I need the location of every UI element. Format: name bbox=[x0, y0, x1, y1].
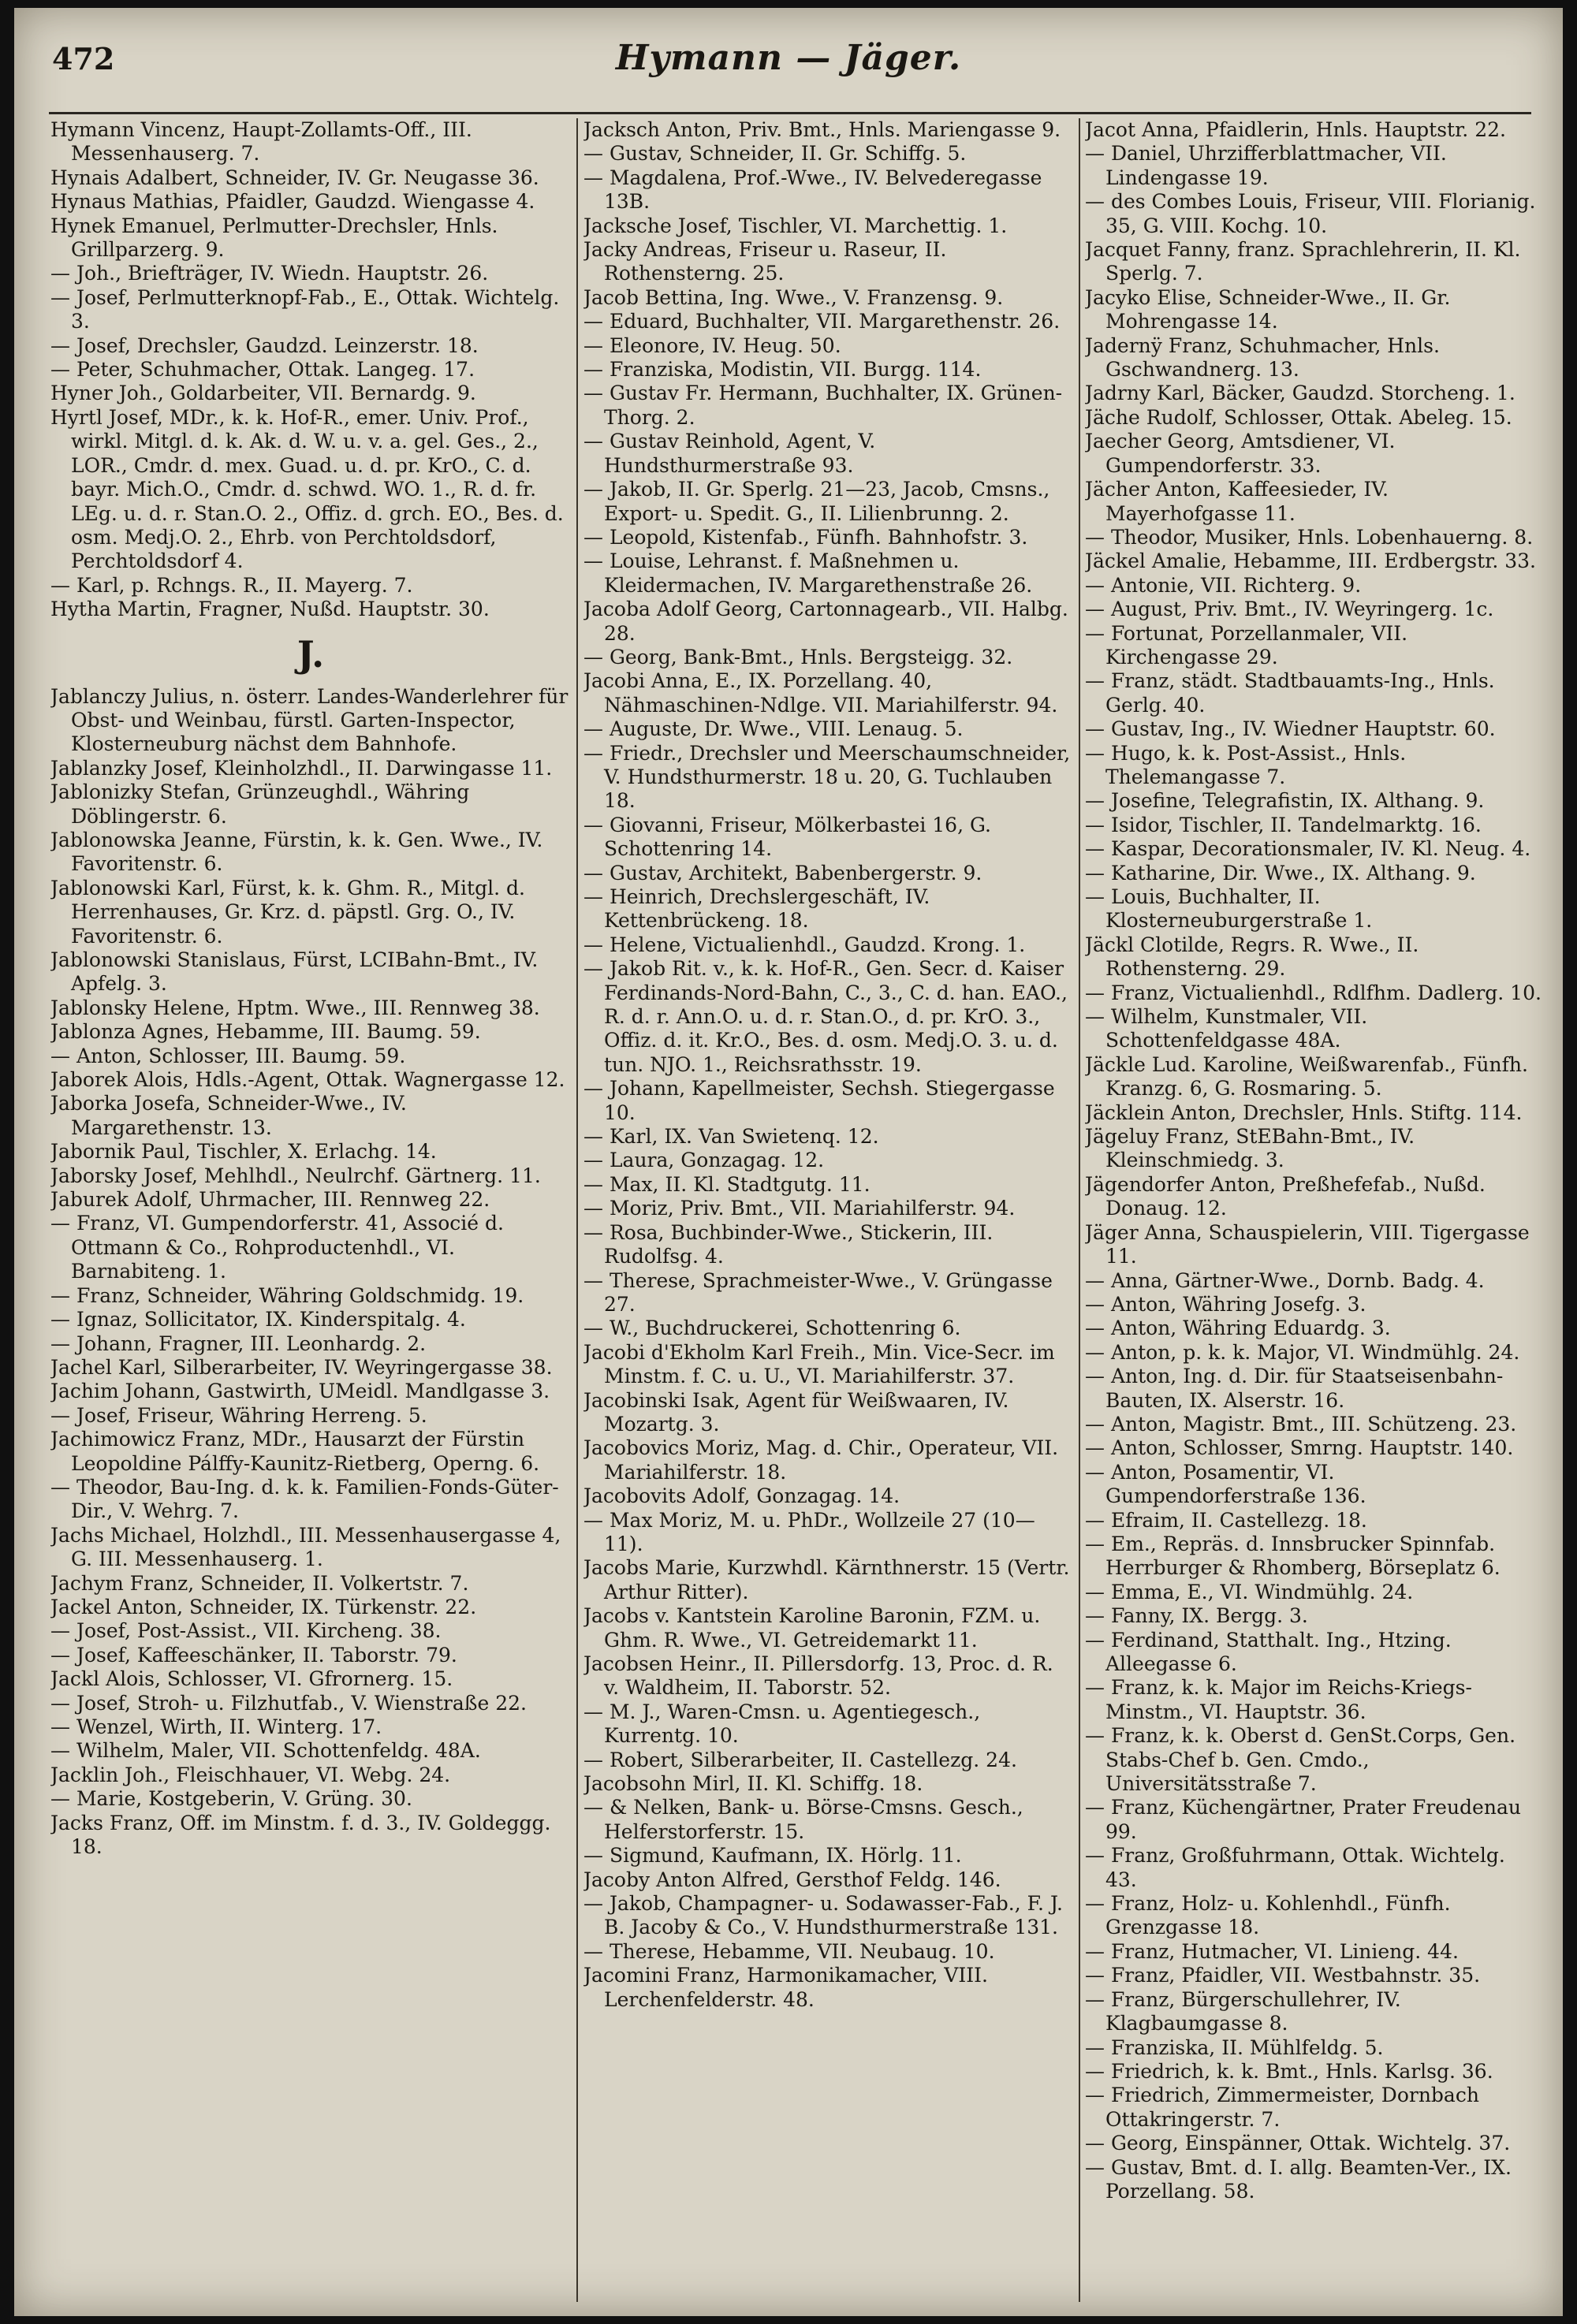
directory-entry: Jablonza Agnes, Hebamme, III. Baumg. 59. bbox=[50, 1020, 481, 1044]
directory-entry: — Josef, Perlmutterknopf-Fab., E., Ottak. Wichtelg. 3. bbox=[50, 285, 560, 333]
directory-entry: Jaburek Adolf, Uhrmacher, III. Rennweg 22. bbox=[50, 1188, 490, 1212]
directory-entry: Jacobi Anna, E., IX. Porzellang. 40, Nähmaschinen-Ndlge. VII. Mariahilferstr. 94. bbox=[583, 669, 1058, 717]
directory-entry: — Josef, Drechsler, Gaudzd. Leinzerstr. 18. bbox=[50, 333, 479, 357]
directory-entry: — Heinrich, Drechslergeschäft, IV. Kettenbrückeng. 18. bbox=[583, 885, 930, 933]
directory-entry: — Gustav Fr. Hermann, Buchhalter, IX. Grünen-Thorg. 2. bbox=[583, 382, 1063, 429]
directory-entry: — Josef, Kaffeeschänker, II. Taborstr. 79. bbox=[50, 1643, 457, 1667]
directory-entry: — Joh., Briefträger, IV. Wiedn. Hauptstr. 26. bbox=[50, 262, 489, 285]
column-divider-1 bbox=[576, 118, 578, 2302]
directory-entry: Jacks Franz, Off. im Minstm. f. d. 3., IV. Goldeggg. 18. bbox=[50, 1811, 551, 1859]
directory-entry: — Jakob, II. Gr. Sperlg. 21—23, Jacob, Cmsns., Export- u. Spedit. G., II. Lilienbrunng. 2. bbox=[583, 478, 1050, 525]
directory-entry: — Giovanni, Friseur, Mölkerbastei 16, G. Schottenring 14. bbox=[583, 813, 991, 861]
directory-entry: — Max, II. Kl. Stadtgutg. 11. bbox=[583, 1172, 871, 1196]
directory-entry: — Theodor, Musiker, Hnls. Lobenhauerng. 8. bbox=[1085, 525, 1534, 549]
directory-entry: — Wenzel, Wirth, II. Winterg. 17. bbox=[50, 1715, 382, 1738]
directory-entry: — Gustav, Ing., IV. Wiedner Hauptstr. 60. bbox=[1085, 717, 1496, 741]
section-letter-heading: J. bbox=[296, 632, 325, 676]
directory-entry: Jäckle Lud. Karoline, Weißwarenfab., Fünfh. Kranzg. 6, G. Rosmaring. 5. bbox=[1085, 1052, 1528, 1101]
directory-entry: — Jakob, Champagner- u. Sodawasser-Fab., F. J. B. Jacoby & Co., V. Hundsthurmerstraße 131. bbox=[583, 1892, 1063, 1939]
directory-entry: — Antonie, VII. Richterg. 9. bbox=[1085, 573, 1362, 597]
directory-entry: — Leopold, Kistenfab., Fünfh. Bahnhofstr. 3. bbox=[583, 525, 1028, 549]
directory-entry: Jablanczy Julius, n. österr. Landes-Wanderlehrer für Obst- und Weinbau, fürstl. Garten-Inspector, Klosterneuburg nächst dem Bahnhofe. bbox=[50, 684, 569, 756]
directory-entry: Jablonowski Stanislaus, Fürst, LCIBahn-Bmt., IV. Apfelg. 3. bbox=[50, 948, 539, 996]
directory-entry: — Anton, p. k. k. Major, VI. Windmühlg. 24. bbox=[1085, 1340, 1520, 1364]
page-header bbox=[14, 32, 1563, 87]
directory-entry: — Peter, Schuhmacher, Ottak. Langeg. 17. bbox=[50, 358, 475, 382]
directory-entry: — Fortunat, Porzellanmaler, VII. Kirchengasse 29. bbox=[1085, 621, 1408, 669]
directory-entry: — Wilhelm, Kunstmaler, VII. Schottenfeldgasse 48A. bbox=[1085, 1005, 1368, 1052]
directory-entry: — Ignaz, Sollicitator, IX. Kinderspitalg. 4. bbox=[50, 1308, 466, 1331]
directory-entry: — Laura, Gonzagag. 12. bbox=[583, 1149, 825, 1172]
directory-entry: Jacquet Fanny, franz. Sprachlehrerin, II. Kl. Sperlg. 7. bbox=[1085, 238, 1521, 285]
column-2 bbox=[583, 118, 1072, 2294]
directory-entry: — Anton, Magistr. Bmt., III. Schützeng. 23. bbox=[1085, 1412, 1517, 1436]
directory-entry: Jablonsky Helene, Hptm. Wwe., III. Rennweg 38. bbox=[50, 996, 540, 1019]
directory-entry: Hyrtl Josef, MDr., k. k. Hof-R., emer. Univ. Prof., wirkl. Mitgl. d. k. Ak. d. W. u. v. a. gel. Ges., 2., LOR., Cmdr. d. mex. Guad. u. d. pr. KrO., C. d. bayr. Mich.O., Cmdr. d. schwd. WO. 1., R. d. fr. LEg. u. d. r. Stan.O. 2., Offiz. d. grch. EO., Bes. d. osm. Medj.O. 2., Ehrb. von Perchtoldsdorf, Perchtoldsdorf 4. bbox=[50, 405, 564, 573]
directory-entry: — Franz, Großfuhrmann, Ottak. Wichtelg. 43. bbox=[1085, 1844, 1505, 1891]
directory-entry: — Johann, Fragner, III. Leonhardg. 2. bbox=[50, 1331, 427, 1355]
directory-entry: — Magdalena, Prof.-Wwe., IV. Belvederegasse 13B. bbox=[583, 166, 1042, 214]
directory-entry: — Efraim, II. Castellezg. 18. bbox=[1085, 1508, 1367, 1532]
directory-entry: — Franz, Pfaidler, VII. Westbahnstr. 35. bbox=[1085, 1964, 1481, 1987]
directory-entry: — Gustav Reinhold, Agent, V. Hundsthurmerstraße 93. bbox=[583, 430, 876, 477]
directory-entry: — Sigmund, Kaufmann, IX. Hörlg. 11. bbox=[583, 1844, 962, 1868]
directory-entry: — Gustav, Bmt. d. I. allg. Beamten-Ver., IX. Porzellang. 58. bbox=[1085, 2155, 1512, 2203]
directory-entry: — Gustav, Architekt, Babenbergerstr. 9. bbox=[583, 861, 982, 885]
directory-entry: — Anton, Posamentir, VI. Gumpendorferstraße 136. bbox=[1085, 1460, 1366, 1508]
directory-entry: Jackel Anton, Schneider, IX. Türkenstr. 22. bbox=[50, 1595, 477, 1618]
directory-entry: — Friedrich, Zimmermeister, Dornbach Ottakringerstr. 7. bbox=[1085, 2084, 1479, 2131]
directory-entry: Jaecher Georg, Amtsdiener, VI. Gumpendorferstr. 33. bbox=[1085, 430, 1396, 477]
directory-entry: Hynais Adalbert, Schneider, IV. Gr. Neugasse 36. bbox=[50, 166, 539, 189]
directory-entry: — Anton, Ing. d. Dir. für Staatseisenbahn-Bauten, IX. Alserstr. 16. bbox=[1085, 1365, 1504, 1412]
directory-entry: — Em., Repräs. d. Innsbrucker Spinnfab. Herrburger & Rhomberg, Börseplatz 6. bbox=[1085, 1532, 1501, 1580]
directory-entry: Jacobovits Adolf, Gonzagag. 14. bbox=[583, 1484, 900, 1508]
directory-entry: — Georg, Bank-Bmt., Hnls. Bergsteigg. 32. bbox=[583, 645, 1013, 669]
directory-entry: Hymann Vincenz, Haupt-Zollamts-Off., III. Messenhauserg. 7. bbox=[50, 118, 472, 166]
directory-entry: — Franz, städt. Stadtbauamts-Ing., Hnls. Gerlg. 40. bbox=[1085, 669, 1495, 717]
directory-entry: — Josef, Stroh- u. Filzhutfab., V. Wienstraße 22. bbox=[50, 1691, 527, 1715]
directory-entry: — Josef, Post-Assist., VII. Kircheng. 38. bbox=[50, 1619, 442, 1643]
column-3-entries bbox=[1085, 118, 1542, 2203]
column-1 bbox=[50, 118, 571, 2294]
directory-entry: — Eduard, Buchhalter, VII. Margarethenstr. 26. bbox=[583, 310, 1061, 333]
directory-entry: — Max Moriz, M. u. PhDr., Wollzeile 27 (10—11). bbox=[583, 1508, 1035, 1555]
directory-entry: — Hugo, k. k. Post-Assist., Hnls. Thelemangasse 7. bbox=[1085, 741, 1407, 788]
directory-entry: Jacot Anna, Pfaidlerin, Hnls. Hauptstr. 22. bbox=[1085, 118, 1506, 141]
directory-entry: — Franz, k. k. Major im Reichs-Kriegs-Minstm., VI. Hauptstr. 36. bbox=[1085, 1676, 1472, 1723]
directory-entry: Jacky Andreas, Friseur u. Raseur, II. Rothensterng. 25. bbox=[583, 238, 947, 285]
directory-entry: — Marie, Kostgeberin, V. Grüng. 30. bbox=[50, 1787, 412, 1811]
directory-entry: Jächer Anton, Kaffeesieder, IV. Mayerhofgasse 11. bbox=[1085, 478, 1389, 525]
directory-entry: Hynaus Mathias, Pfaidler, Gaudzd. Wiengasse 4. bbox=[50, 190, 535, 214]
directory-entry: — Karl, IX. Van Swietenq. 12. bbox=[583, 1125, 879, 1149]
directory-entry: — Franz, Hutmacher, VI. Linieng. 44. bbox=[1085, 1939, 1459, 1963]
directory-entry: Jäger Anna, Schauspielerin, VIII. Tigergasse 11. bbox=[1085, 1220, 1530, 1268]
directory-entry: Jäckel Amalie, Hebamme, III. Erdbergstr. 33. bbox=[1085, 549, 1536, 573]
directory-entry: Jägendorfer Anton, Preßhefefab., Nußd. Donaug. 12. bbox=[1085, 1172, 1486, 1220]
directory-entry: Jablonowski Karl, Fürst, k. k. Ghm. R., Mitgl. d. Herrenhauses, Gr. Krz. d. päpstl. Grg. O., IV. Favoritenstr. 6. bbox=[50, 876, 525, 948]
directory-entry: — Robert, Silberarbeiter, II. Castellezg. 24. bbox=[583, 1748, 1017, 1771]
directory-entry: Jabornik Paul, Tischler, X. Erlachg. 14. bbox=[50, 1140, 437, 1164]
page-number: 472 bbox=[52, 41, 115, 76]
directory-entry: Jacobi d'Ekholm Karl Freih., Min. Vice-Secr. im Minstm. f. C. u. U., VI. Mariahilferstr. 37. bbox=[583, 1340, 1055, 1388]
directory-entry: Jablonowska Jeanne, Fürstin, k. k. Gen. Wwe., IV. Favoritenstr. 6. bbox=[50, 828, 543, 876]
directory-entry: Jaborek Alois, Hdls.-Agent, Ottak. Wagnergasse 12. bbox=[50, 1068, 565, 1092]
directory-entry: Jaborka Josefa, Schneider-Wwe., IV. Margarethenstr. 13. bbox=[50, 1092, 407, 1139]
directory-entry: — Johann, Kapellmeister, Sechsh. Stiegergasse 10. bbox=[583, 1077, 1055, 1124]
directory-entry: — August, Priv. Bmt., IV. Weyringerg. 1c. bbox=[1085, 598, 1494, 621]
directory-entry: Hyner Joh., Goldarbeiter, VII. Bernardg. 9. bbox=[50, 382, 476, 405]
directory-entry: — Karl, p. Rchngs. R., II. Mayerg. 7. bbox=[50, 573, 413, 597]
directory-entry: Jackl Alois, Schlosser, VI. Gfrornerg. 15. bbox=[50, 1667, 453, 1691]
directory-entry: Jäckl Clotilde, Regrs. R. Wwe., II. Rothensterng. 29. bbox=[1085, 933, 1419, 981]
directory-entry: Jachel Karl, Silberarbeiter, IV. Weyringergasse 38. bbox=[50, 1355, 553, 1379]
column-1-entries-before bbox=[50, 118, 571, 622]
directory-entry: — Franz, Holz- u. Kohlenhdl., Fünfh. Grenzgasse 18. bbox=[1085, 1892, 1451, 1939]
directory-entry: — Louise, Lehranst. f. Maßnehmen u. Kleidermachen, IV. Margarethenstraße 26. bbox=[583, 549, 1033, 597]
directory-entry: — Friedr., Drechsler und Meerschaumschneider, V. Hundsthurmerstr. 18 u. 20, G. Tuchlauben 18. bbox=[583, 741, 1071, 813]
directory-entry: Jacobinski Isak, Agent für Weißwaaren, IV. Mozartg. 3. bbox=[583, 1388, 1009, 1436]
directory-entry: — des Combes Louis, Friseur, VIII. Florianig. 35, G. VIII. Kochg. 10. bbox=[1085, 190, 1536, 237]
directory-entry: — Rosa, Buchbinder-Wwe., Stickerin, III. Rudolfsg. 4. bbox=[583, 1220, 994, 1268]
column-3 bbox=[1085, 118, 1542, 2294]
directory-entry: — Franz, Bürgerschullehrer, IV. Klagbaumgasse 8. bbox=[1085, 1987, 1401, 2035]
directory-entry: — Wilhelm, Maler, VII. Schottenfeldg. 48A. bbox=[50, 1739, 481, 1763]
directory-entry: — Helene, Victualienhdl., Gaudzd. Krong. 1. bbox=[583, 933, 1026, 956]
directory-entry: Jablonizky Stefan, Grünzeughdl., Währing Döblingerstr. 6. bbox=[50, 780, 470, 828]
directory-entry: Jacobs v. Kantstein Karoline Baronin, FZM. u. Ghm. R. Wwe., VI. Getreidemarkt 11. bbox=[583, 1604, 1041, 1652]
directory-entry: Jaborsky Josef, Mehlhdl., Neulrchf. Gärtnerg. 11. bbox=[50, 1164, 541, 1187]
directory-entry: Jachs Michael, Holzhdl., III. Messenhausergasse 4, G. III. Messenhauserg. 1. bbox=[50, 1523, 561, 1571]
directory-entry: Jadrny Karl, Bäcker, Gaudzd. Storcheng. 1. bbox=[1085, 382, 1515, 405]
directory-entry: Jäcklein Anton, Drechsler, Hnls. Stiftg. 114. bbox=[1085, 1101, 1523, 1124]
directory-entry: Jacobovics Moriz, Mag. d. Chir., Operateur, VII. Mariahilferstr. 18. bbox=[583, 1436, 1059, 1484]
directory-entry: Jäche Rudolf, Schlosser, Ottak. Abeleg. 15. bbox=[1085, 405, 1512, 429]
directory-entry: Jachimowicz Franz, MDr., Hausarzt der Fürstin Leopoldine Pálffy-Kaunitz-Rietberg, Operng. 6. bbox=[50, 1428, 540, 1475]
directory-entry: — Therese, Hebamme, VII. Neubaug. 10. bbox=[583, 1939, 995, 1963]
directory-entry: — Anna, Gärtner-Wwe., Dornb. Badg. 4. bbox=[1085, 1268, 1485, 1292]
directory-entry: Jablanzky Josef, Kleinholzhdl., II. Darwingasse 11. bbox=[50, 756, 553, 780]
directory-entry: — Louis, Buchhalter, II. Klosterneuburgerstraße 1. bbox=[1085, 885, 1373, 933]
directory-entry: — Daniel, Uhrzifferblattmacher, VII. Lindengasse 19. bbox=[1085, 142, 1447, 189]
directory-entry: — W., Buchdruckerei, Schottenring 6. bbox=[583, 1317, 961, 1340]
directory-entry: — Eleonore, IV. Heug. 50. bbox=[583, 333, 841, 357]
directory-entry: — Kaspar, Decorationsmaler, IV. Kl. Neug. 4. bbox=[1085, 837, 1531, 861]
directory-entry: — Anton, Schlosser, Smrng. Hauptstr. 140. bbox=[1085, 1436, 1514, 1460]
directory-entry: Jacob Bettina, Ing. Wwe., V. Franzensg. 9. bbox=[583, 285, 1004, 309]
directory-entry: — Emma, E., VI. Windmühlg. 24. bbox=[1085, 1580, 1414, 1603]
directory-entry: Jacobsohn Mirl, II. Kl. Schiffg. 18. bbox=[583, 1772, 923, 1796]
directory-entry: — & Nelken, Bank- u. Börse-Cmsns. Gesch., Helferstorferstr. 15. bbox=[583, 1796, 1023, 1843]
directory-entry: Jachim Johann, Gastwirth, UMeidl. Mandlgasse 3. bbox=[50, 1380, 550, 1403]
directory-entry: — Anton, Währing Josefg. 3. bbox=[1085, 1292, 1366, 1316]
directory-entry: Hytha Martin, Fragner, Nußd. Hauptstr. 30. bbox=[50, 598, 490, 621]
directory-entry: Jacyko Elise, Schneider-Wwe., II. Gr. Mohrengasse 14. bbox=[1085, 285, 1451, 333]
directory-entry: — Fanny, IX. Bergg. 3. bbox=[1085, 1604, 1308, 1628]
directory-entry: — Franziska, II. Mühlfeldg. 5. bbox=[1085, 2035, 1384, 2059]
directory-entry: — Jakob Rit. v., k. k. Hof-R., Gen. Secr. d. Kaiser Ferdinands-Nord-Bahn, C., 3., C. d. han. EAO., R. d. r. Ann.O. u. d. r. Stan.O., d. pr. KrO. 3., Offiz. d. it. Kr.O., Bes. d. osm. Medj.O. 3. u. d. tun. NJO. 1., Reichsrathsstr. 19. bbox=[583, 957, 1068, 1076]
directory-entry: — Theodor, Bau-Ing. d. k. k. Familien-Fonds-Güter-Dir., V. Wehrg. 7. bbox=[50, 1475, 559, 1523]
directory-entry: — Auguste, Dr. Wwe., VIII. Lenaug. 5. bbox=[583, 717, 964, 741]
column-divider-2 bbox=[1079, 118, 1080, 2302]
directory-entry: Jacksche Josef, Tischler, VI. Marchettig. 1. bbox=[583, 214, 1008, 237]
directory-entry: Jacklin Joh., Fleischhauer, VI. Webg. 24. bbox=[50, 1763, 451, 1786]
directory-entry: — Franz, Küchengärtner, Prater Freudenau 99. bbox=[1085, 1796, 1521, 1843]
directory-entry: — Franziska, Modistin, VII. Burgg. 114. bbox=[583, 358, 982, 382]
directory-entry: Jadernÿ Franz, Schuhmacher, Hnls. Gschwandnerg. 13. bbox=[1085, 333, 1440, 382]
header-rule bbox=[49, 112, 1531, 114]
directory-entry: — Friedrich, k. k. Bmt., Hnls. Karlsg. 36. bbox=[1085, 2059, 1493, 2083]
directory-entry: Jachym Franz, Schneider, II. Volkertstr. 7. bbox=[50, 1571, 469, 1595]
directory-entry: — Franz, Schneider, Währing Goldschmidg. 19. bbox=[50, 1283, 524, 1307]
directory-entry: — Ferdinand, Statthalt. Ing., Htzing. Alleegasse 6. bbox=[1085, 1628, 1452, 1675]
directory-entry: — M. J., Waren-Cmsn. u. Agentiegesch., Kurrentg. 10. bbox=[583, 1700, 981, 1748]
directory-entry: Jacobs Marie, Kurzwhdl. Kärnthnerstr. 15 (Vertr. Arthur Ritter). bbox=[583, 1556, 1070, 1603]
column-2-entries bbox=[583, 118, 1072, 2012]
directory-entry: — Franz, VI. Gumpendorferstr. 41, Associé d. Ottmann & Co., Rohproductenhdl., VI. Barnabiteng. 1. bbox=[50, 1212, 504, 1283]
directory-entry: — Anton, Schlosser, III. Baumg. 59. bbox=[50, 1044, 406, 1067]
directory-entry: Jacoby Anton Alfred, Gersthof Feldg. 146. bbox=[583, 1868, 1001, 1891]
directory-entry: Jacobsen Heinr., II. Pillersdorfg. 13, Proc. d. R. v. Waldheim, II. Taborstr. 52. bbox=[583, 1652, 1053, 1700]
directory-entry: Jacksch Anton, Priv. Bmt., Hnls. Mariengasse 9. bbox=[583, 118, 1061, 141]
directory-page bbox=[14, 8, 1563, 2316]
directory-entry: Hynek Emanuel, Perlmutter-Drechsler, Hnls. Grillparzerg. 9. bbox=[50, 214, 498, 262]
directory-entry: — Josef, Friseur, Währing Herreng. 5. bbox=[50, 1403, 427, 1427]
directory-entry: Jacomini Franz, Harmonikamacher, VIII. Lerchenfelderstr. 48. bbox=[583, 1964, 988, 2011]
directory-entry: — Anton, Währing Eduardg. 3. bbox=[1085, 1317, 1391, 1340]
directory-entry: — Therese, Sprachmeister-Wwe., V. Grüngasse 27. bbox=[583, 1268, 1053, 1316]
directory-entry: — Katharine, Dir. Wwe., IX. Althang. 9. bbox=[1085, 861, 1476, 885]
directory-entry: Jägeluy Franz, StEBahn-Bmt., IV. Kleinschmiedg. 3. bbox=[1085, 1125, 1415, 1172]
directory-entry: — Georg, Einspänner, Ottak. Wichtelg. 37. bbox=[1085, 2132, 1511, 2155]
directory-entry: Jacoba Adolf Georg, Cartonnagearb., VII. Halbg. 28. bbox=[583, 598, 1068, 645]
directory-entry: — Gustav, Schneider, II. Gr. Schiffg. 5. bbox=[583, 142, 967, 166]
directory-entry: — Franz, k. k. Oberst d. GenSt.Corps, Gen. Stabs-Chef b. Gen. Cmdo., Universitätsstraße 7. bbox=[1085, 1724, 1516, 1796]
directory-entry: — Franz, Victualienhdl., Rdlfhm. Dadlerg. 10. bbox=[1085, 981, 1542, 1004]
column-1-entries-after bbox=[50, 685, 571, 1860]
running-head: Hymann — Jäger. bbox=[615, 38, 962, 78]
directory-entry: — Isidor, Tischler, II. Tandelmarktg. 16. bbox=[1085, 813, 1482, 836]
directory-entry: — Josefine, Telegrafistin, IX. Althang. 9. bbox=[1085, 789, 1485, 813]
directory-entry: — Moriz, Priv. Bmt., VII. Mariahilferstr. 94. bbox=[583, 1197, 1016, 1220]
